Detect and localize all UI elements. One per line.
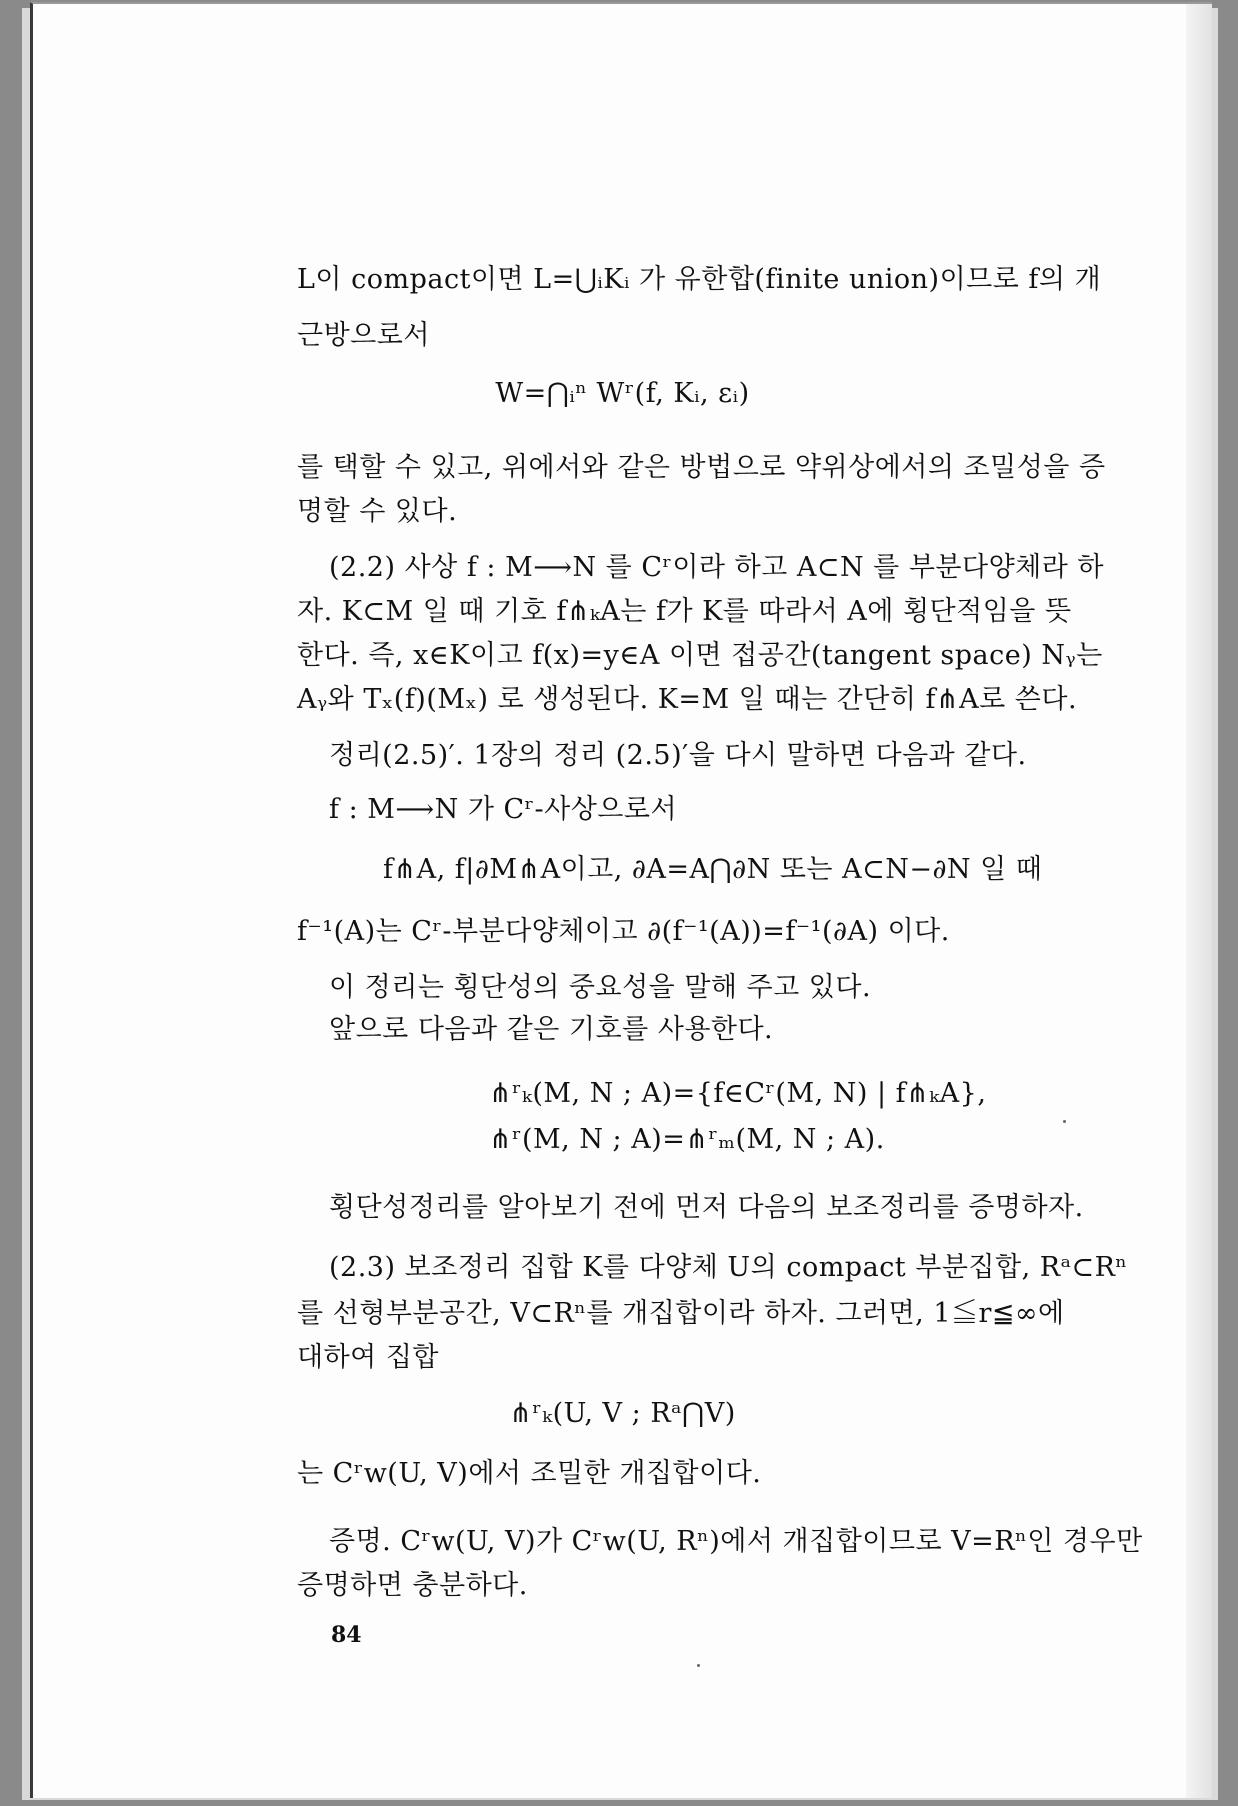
theorem-line-3: f⁻¹(A)는 Cʳ-부분다양체이고 ∂(f⁻¹(A))=f⁻¹(∂A) 이다. bbox=[297, 916, 950, 947]
theorem-2-5-heading: 정리(2.5)′. 1장의 정리 (2.5)′을 다시 말하면 다음과 같다. bbox=[329, 740, 1027, 771]
lemma-2-3: (2.3) 보조정리 집합 K를 다양체 U의 compact 부분집합, Rᵃ⊂Rⁿ bbox=[329, 1252, 1128, 1283]
text-line-3: 를 택할 수 있고, 위에서와 같은 방법으로 약위상에서의 조밀성을 증 bbox=[297, 452, 1106, 483]
text-line-7: 한다. 즉, x∈K이고 f(x)=y∈A 이면 접공간(tangent space) Nᵧ는 bbox=[297, 640, 1103, 671]
text-line-1: L이 compact이면 L=⋃ᵢKᵢ 가 유한합(finite union)이므로 f의 개 bbox=[297, 264, 1102, 295]
text-line-6: 자. K⊂M 일 때 기호 f⋔ₖA는 f가 K를 따라서 A에 횡단적임을 뜻 bbox=[297, 596, 1072, 627]
text-line-8: Aᵧ와 Tₓ(f)(Mₓ) 로 생성된다. K=M 일 때는 간단히 f⋔A로 쓴다. bbox=[297, 684, 1078, 715]
formula-transversal: ⋔ʳ(M, N ; A)=⋔ʳₘ(M, N ; A). bbox=[489, 1124, 885, 1155]
text-line-22: 는 Cʳw(U, V)에서 조밀한 개집합이다. bbox=[297, 1458, 762, 1489]
page-number: 84 bbox=[331, 1622, 362, 1648]
text-line-2: 근방으로서 bbox=[297, 320, 430, 351]
formula-W: W=⋂ᵢⁿ Wʳ(f, Kᵢ, εᵢ) bbox=[495, 378, 750, 409]
formula-lemma: ⋔ʳₖ(U, V ; Rᵃ⋂V) bbox=[509, 1398, 736, 1429]
text-line-13: 이 정리는 횡단성의 중요성을 말해 주고 있다. bbox=[329, 972, 872, 1003]
text-line-17: 횡단성정리를 알아보기 전에 먼저 다음의 보조정리를 증명하자. bbox=[329, 1192, 1084, 1223]
text-line-20: 대하여 집합 bbox=[297, 1342, 439, 1373]
formula-transversal-K: ⋔ʳₖ(M, N ; A)={f∈Cʳ(M, N) | f⋔ₖA}, bbox=[489, 1078, 987, 1109]
speck bbox=[1063, 1120, 1066, 1123]
proof-heading: 증명. Cʳw(U, V)가 Cʳw(U, Rⁿ)에서 개집합이므로 V=Rⁿ인 경우만 bbox=[329, 1526, 1143, 1557]
text-line-19: 를 선형부분공간, V⊂Rⁿ를 개집합이라 하자. 그러면, 1≦r≦∞에 bbox=[297, 1298, 1065, 1329]
theorem-line-2: f⋔A, f|∂M⋔A이고, ∂A=A⋂∂N 또는 A⊂N−∂N 일 때 bbox=[383, 854, 1043, 885]
page-content bbox=[33, 4, 1212, 1798]
text-line-14: 앞으로 다음과 같은 기호를 사용한다. bbox=[329, 1014, 774, 1045]
speck bbox=[697, 1664, 700, 1667]
theorem-line-1: f : M⟶N 가 Cʳ-사상으로서 bbox=[329, 794, 678, 825]
book-page bbox=[30, 2, 1212, 1798]
text-line-24: 증명하면 충분하다. bbox=[297, 1570, 528, 1601]
text-line-4: 명할 수 있다. bbox=[297, 496, 458, 527]
definition-2-2: (2.2) 사상 f : M⟶N 를 Cʳ이라 하고 A⊂N 를 부분다양체라 하 bbox=[329, 552, 1104, 583]
